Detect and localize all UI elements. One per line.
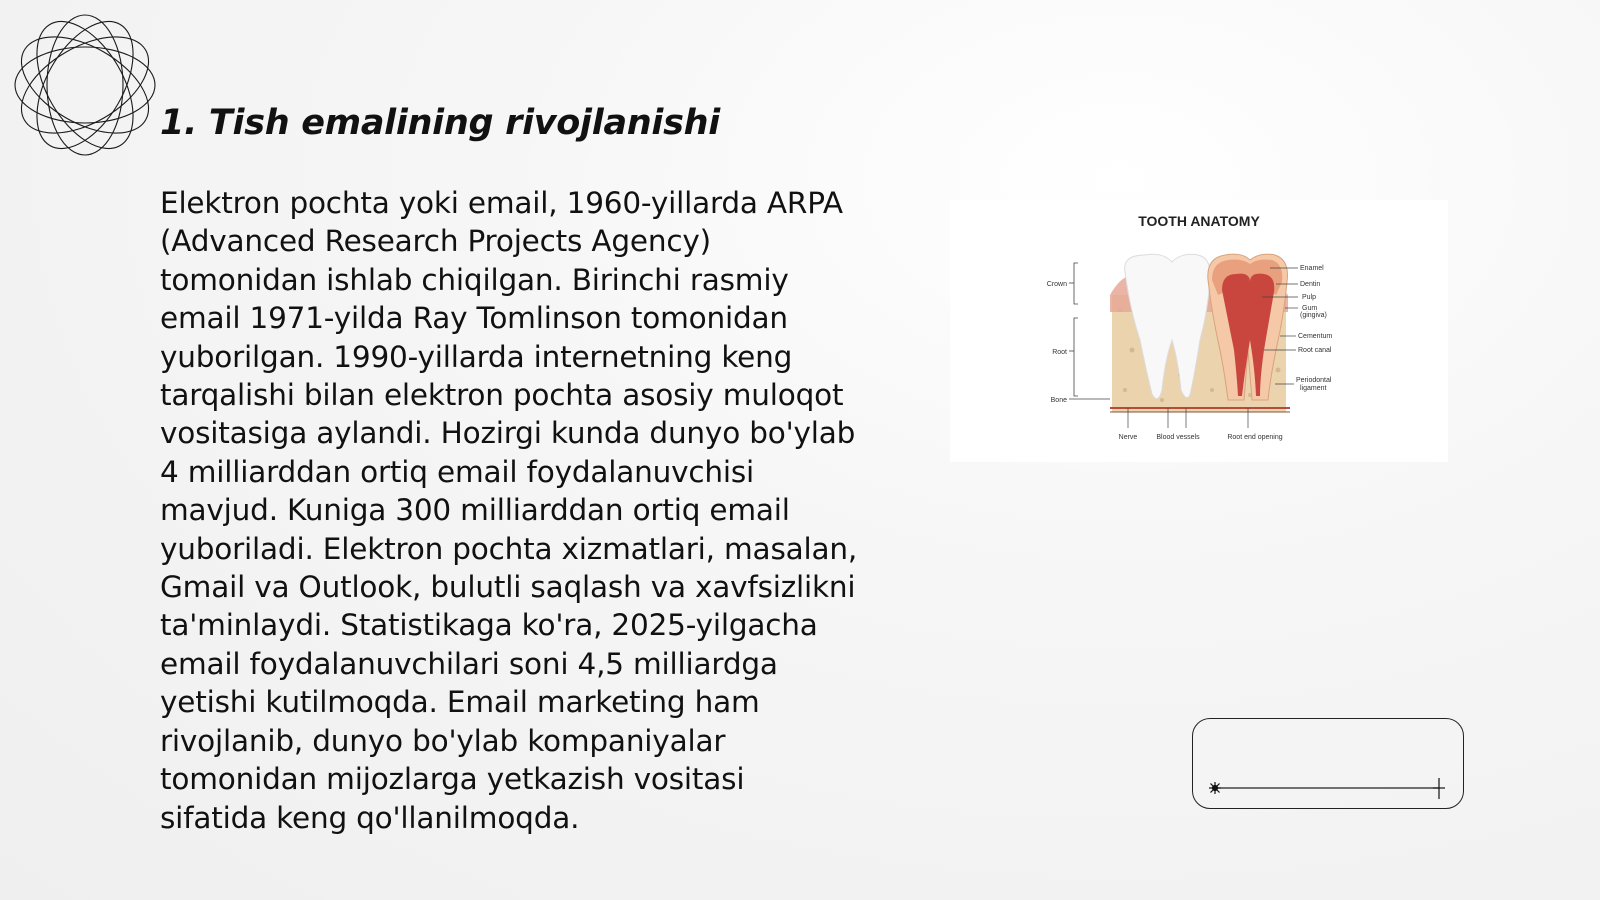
- label-cementum: Cementum: [1298, 333, 1333, 340]
- tooth-anatomy-figure: [950, 200, 1448, 462]
- spirograph-ornament: [10, 10, 160, 160]
- label-root-end-opening: Root end opening: [1227, 434, 1283, 441]
- label-ligament: ligament: [1300, 385, 1327, 392]
- slide-body-text: Elektron pochta yoki email, 1960-yillarda ARPA (Advanced Research Projects Agency) tomonidan ishlab chiqilgan. Birinchi rasmiy email 1971-yilda Ray Tomlinson tomonidan yuborilgan. 1990-yillarda internetning keng tarqalishi bilan elektron pochta asosiy muloqot vositasiga aylandi. Hozirgi kunda dunyo bo'ylab 4 milliarddan ortiq email foydalanuvchisi mavjud. Kuniga 300 milliarddan ortiq email yuboriladi. Elektron pochta xizmatlari, masalan, Gmail va Outlook, bulutli saqlash va xavfsizlikni ta'minlaydi. Statistikaga ko'ra, 2025-yilgacha email foydalanuvchilari soni 4,5 milliardga yetishi kutilmoqda. Email marketing ham rivojlanib, dunyo bo'ylab kompaniyalar tomonidan mijozlarga yetkazish vositasi sifatida keng qo'llanilmoqda.: [160, 186, 858, 835]
- starburst-icon: [1209, 782, 1221, 794]
- label-enamel: Enamel: [1300, 265, 1324, 272]
- slide-title: 1. Tish emalining rivojlanishi: [160, 103, 720, 143]
- label-bone: Bone: [1050, 397, 1067, 404]
- tooth-anatomy-diagram: [950, 200, 1448, 462]
- label-periodontal: Periodontal: [1296, 377, 1332, 384]
- sparkle-icon: [1433, 778, 1445, 799]
- decorative-frame: [1192, 718, 1464, 809]
- label-pulp: Pulp: [1302, 294, 1317, 301]
- label-root-canal: Root canal: [1298, 347, 1332, 354]
- label-crown: Crown: [1046, 281, 1067, 288]
- label-root: Root: [1052, 349, 1067, 356]
- label-blood-vessels: Blood vessels: [1156, 434, 1200, 441]
- label-gingiva: (gingiva): [1300, 312, 1327, 319]
- label-gum: Gum: [1302, 305, 1318, 312]
- label-nerve: Nerve: [1118, 434, 1138, 441]
- figure-title: TOOTH ANATOMY: [1138, 213, 1260, 229]
- label-dentin: Dentin: [1300, 281, 1321, 288]
